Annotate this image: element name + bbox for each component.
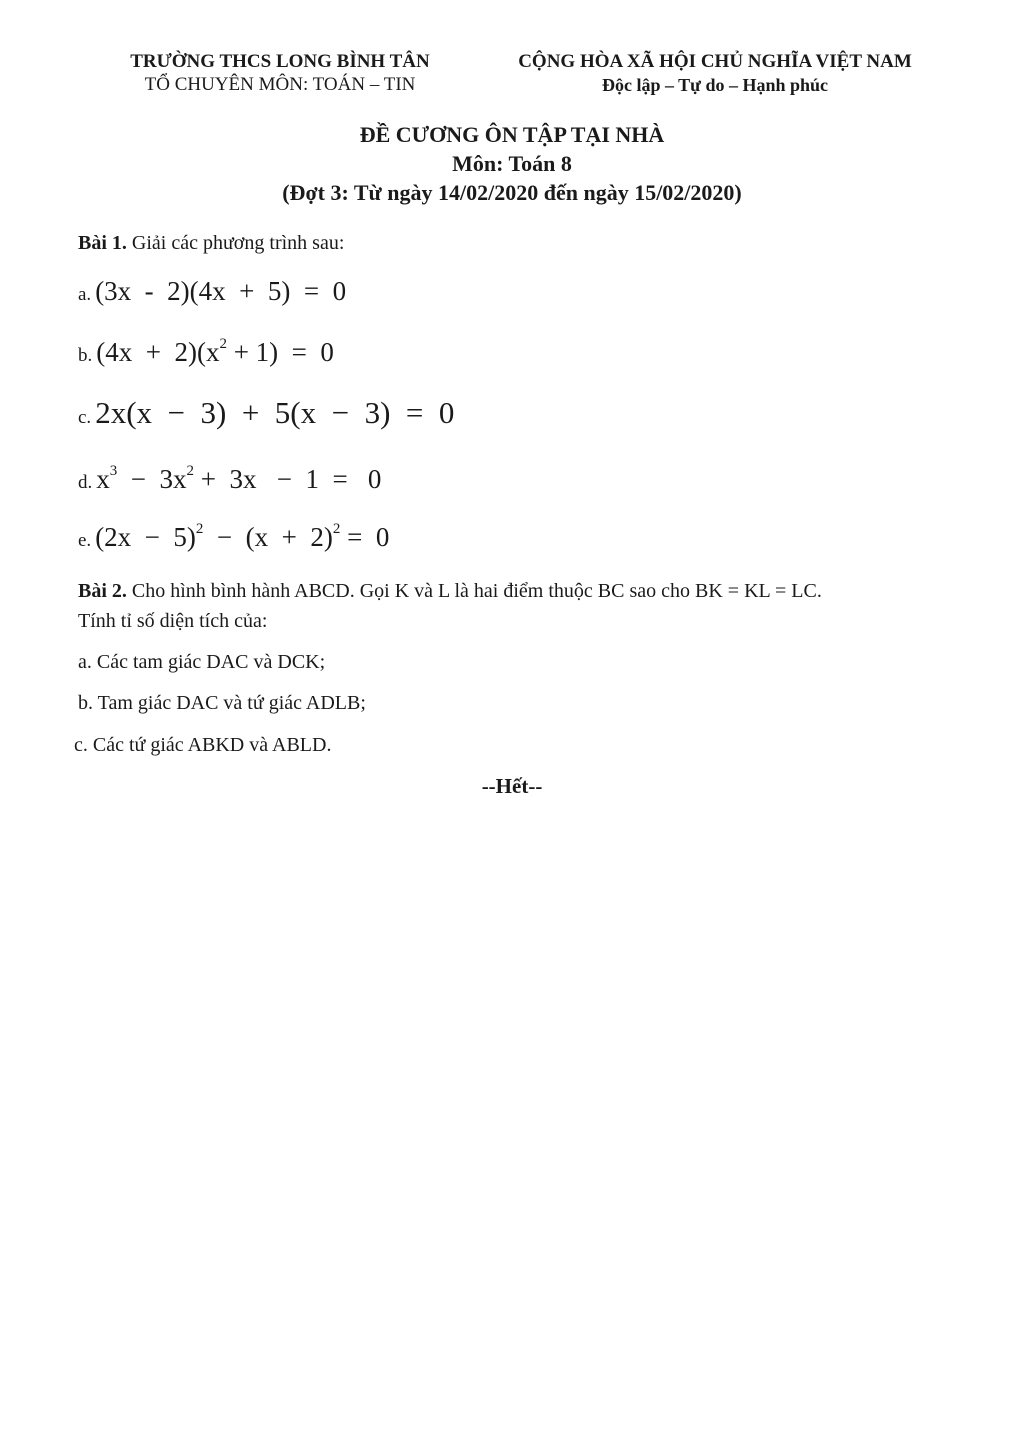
equation-expression: $(2x - 5)^2 - (x + 2)^2 = 0$ bbox=[95, 521, 390, 552]
period-line: (Đợt 3: Từ ngày 14/02/2020 đến ngày 15/02/2020) bbox=[282, 180, 742, 205]
bai2-label: Bài 2. bbox=[78, 580, 127, 602]
bai2-item-c: c. Các tứ giác ABKD và ABLD. bbox=[74, 734, 332, 756]
bai1-prompt: Giải các phương trình sau: bbox=[126, 232, 345, 254]
department-name: TỔ CHUYÊN MÔN: TOÁN – TIN bbox=[144, 74, 416, 95]
equation-d bbox=[78, 464, 381, 495]
bai1-heading bbox=[78, 230, 344, 256]
equation-b bbox=[78, 337, 334, 368]
equation-expression: $(4x + 2)(x^2 + 1) = 0$ bbox=[96, 336, 334, 367]
bai2-item-b: b. Tam giác DAC và tứ giác ADLB; bbox=[78, 692, 366, 714]
end-marker: --Hết-- bbox=[481, 774, 543, 798]
equation-label: c. bbox=[78, 407, 92, 428]
document-title: ĐỀ CƯƠNG ÔN TẬP TẠI NHÀ bbox=[359, 122, 665, 147]
equation-e bbox=[78, 522, 389, 553]
equation-label: b. bbox=[78, 345, 93, 366]
subject-line: Môn: Toán 8 bbox=[452, 151, 572, 176]
bai2-heading bbox=[78, 578, 978, 604]
equation-expression: $x^3 - 3x^2 + 3x - 1 = 0$ bbox=[96, 463, 382, 494]
equation-c bbox=[78, 395, 454, 431]
equation-expression: (3x - 2)(4x + 5) = 0 bbox=[95, 276, 347, 306]
school-name: TRƯỜNG THCS LONG BÌNH TÂN bbox=[130, 51, 430, 72]
bai1-label: Bài 1. bbox=[78, 232, 127, 254]
equation-label: d. bbox=[78, 472, 93, 493]
national-motto: Độc lập – Tự do – Hạnh phúc bbox=[601, 75, 829, 95]
equation-label: a. bbox=[78, 284, 92, 305]
equation-a bbox=[78, 276, 346, 307]
equation-label: e. bbox=[78, 530, 92, 551]
equation-expression: 2x(x − 3) + 5(x − 3) = 0 bbox=[95, 395, 455, 430]
country-name: CỘNG HÒA XÃ HỘI CHỦ NGHĨA VIỆT NAM bbox=[518, 51, 912, 72]
bai2-item-a: a. Các tam giác DAC và DCK; bbox=[78, 651, 326, 673]
bai2-prompt: Cho hình bình hành ABCD. Gọi K và L là hai điểm thuộc BC sao cho BK = KL = LC. bbox=[126, 580, 822, 602]
bai2-line2: Tính tỉ số diện tích của: bbox=[78, 610, 268, 632]
